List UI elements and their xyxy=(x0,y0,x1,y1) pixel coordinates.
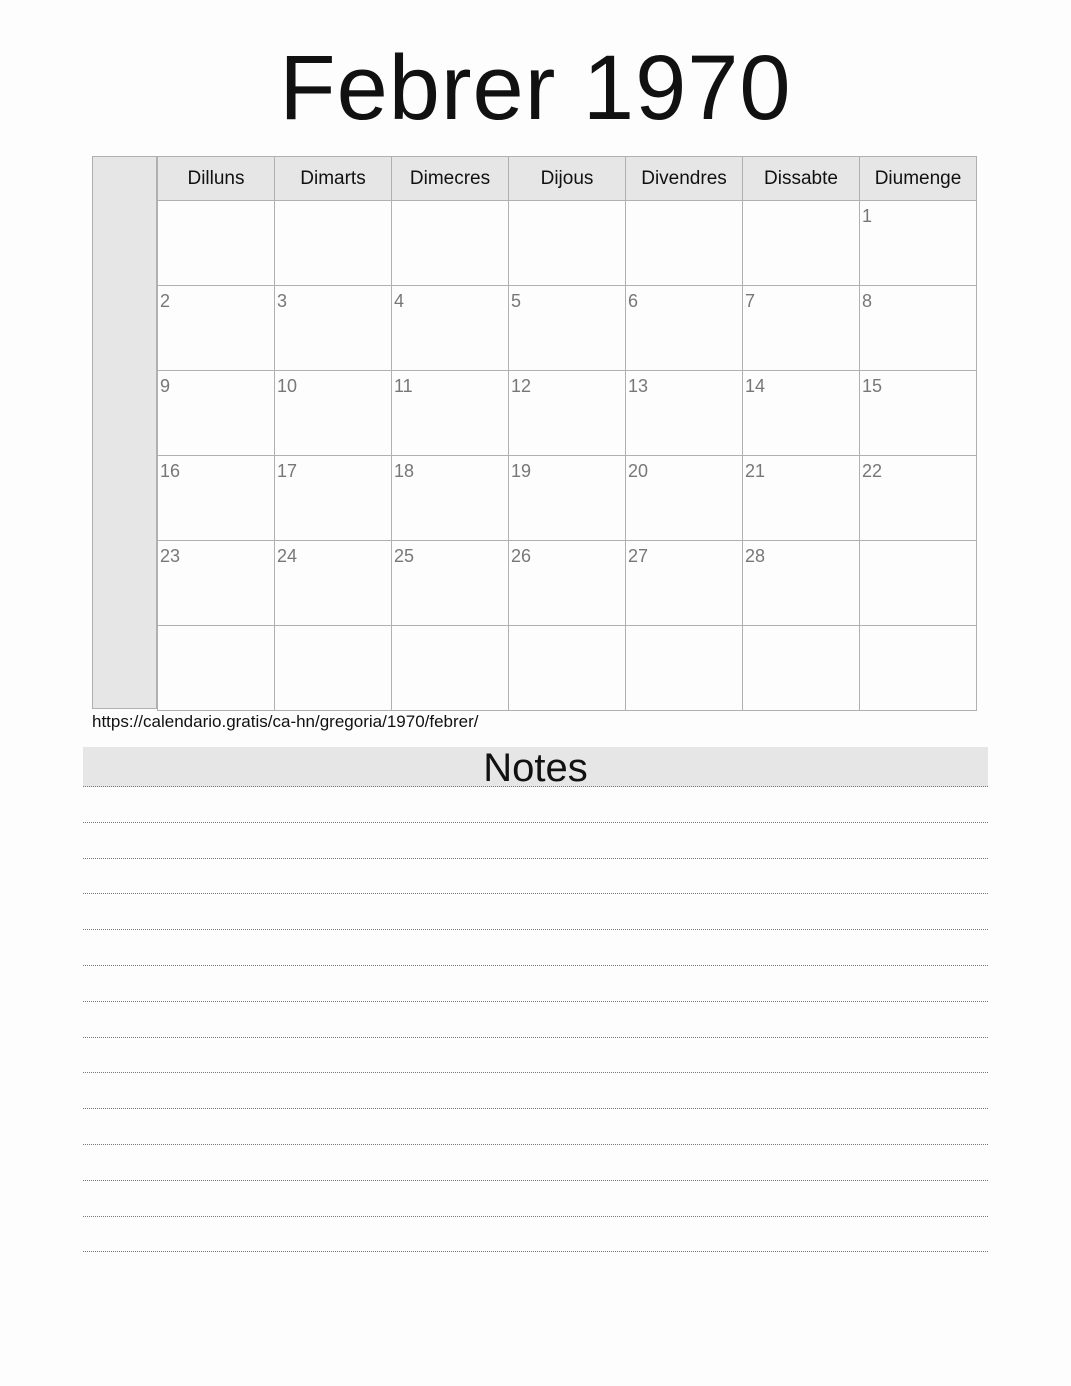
day-number xyxy=(275,201,391,206)
day-number: 25 xyxy=(394,546,415,566)
day-cell xyxy=(275,541,392,626)
day-number xyxy=(509,201,625,206)
week-row xyxy=(158,371,977,456)
day-number: 16 xyxy=(160,461,181,481)
day-cell xyxy=(158,286,275,371)
source-url: https://calendario.gratis/ca-hn/gregoria/1970/febrer/ xyxy=(92,712,479,731)
day-cell xyxy=(275,201,392,286)
day-cell xyxy=(392,201,509,286)
note-line xyxy=(83,1144,988,1145)
week-row xyxy=(158,626,977,711)
calendar-grid xyxy=(157,156,977,711)
day-number: 22 xyxy=(862,461,883,481)
day-number: 6 xyxy=(628,291,639,311)
day-number: 27 xyxy=(628,546,649,566)
note-line xyxy=(83,965,988,966)
day-cell xyxy=(860,626,977,711)
day-number xyxy=(626,201,742,206)
day-number xyxy=(743,626,859,631)
day-cell xyxy=(158,201,275,286)
weekday-header-row xyxy=(158,157,977,201)
note-line xyxy=(83,1072,988,1073)
day-cell xyxy=(743,626,860,711)
week-row xyxy=(158,456,977,541)
note-line xyxy=(83,786,988,787)
day-cell xyxy=(626,626,743,711)
day-cell xyxy=(275,286,392,371)
day-cell xyxy=(392,626,509,711)
week-row xyxy=(158,286,977,371)
day-number: 2 xyxy=(160,291,171,311)
day-number: 28 xyxy=(745,546,766,566)
week-number-column xyxy=(92,156,157,709)
day-number xyxy=(509,626,625,631)
note-line xyxy=(83,1001,988,1002)
day-number xyxy=(392,626,508,631)
day-cell xyxy=(626,456,743,541)
day-number xyxy=(860,541,976,546)
page-title: Febrer 1970 xyxy=(279,37,792,139)
day-cell xyxy=(860,541,977,626)
day-number: 5 xyxy=(511,291,522,311)
day-cell xyxy=(743,201,860,286)
weekday-header: Dimarts xyxy=(275,157,392,201)
day-number xyxy=(392,201,508,206)
day-number: 26 xyxy=(511,546,532,566)
day-cell xyxy=(509,541,626,626)
day-number: 10 xyxy=(277,376,298,396)
day-number: 4 xyxy=(394,291,405,311)
note-line xyxy=(83,1180,988,1181)
day-number: 7 xyxy=(745,291,756,311)
day-cell xyxy=(158,541,275,626)
day-cell xyxy=(860,456,977,541)
weekday-header: Dissabte xyxy=(743,157,860,201)
day-cell xyxy=(275,456,392,541)
weekday-header: Dimecres xyxy=(392,157,509,201)
day-cell xyxy=(743,286,860,371)
day-number: 21 xyxy=(745,461,766,481)
day-number xyxy=(158,201,274,206)
day-cell xyxy=(743,371,860,456)
day-number xyxy=(626,626,742,631)
note-line xyxy=(83,1251,988,1252)
day-number: 11 xyxy=(394,376,413,396)
day-cell xyxy=(509,626,626,711)
note-line xyxy=(83,858,988,859)
day-cell xyxy=(509,286,626,371)
day-number: 1 xyxy=(862,206,873,226)
day-number xyxy=(158,626,274,631)
note-line xyxy=(83,822,988,823)
day-cell xyxy=(158,626,275,711)
day-number: 12 xyxy=(511,376,532,396)
note-line xyxy=(83,893,988,894)
day-cell xyxy=(275,371,392,456)
weekday-header: Diumenge xyxy=(860,157,977,201)
day-number: 18 xyxy=(394,461,415,481)
day-cell xyxy=(626,286,743,371)
day-cell xyxy=(743,456,860,541)
day-cell xyxy=(275,626,392,711)
day-number: 9 xyxy=(160,376,171,396)
day-cell xyxy=(860,201,977,286)
day-number xyxy=(743,201,859,206)
day-number: 13 xyxy=(628,376,649,396)
day-cell xyxy=(392,286,509,371)
notes-heading: Notes xyxy=(83,747,988,787)
day-number: 17 xyxy=(277,461,298,481)
week-row xyxy=(158,541,977,626)
day-number: 15 xyxy=(862,376,883,396)
day-cell xyxy=(626,371,743,456)
day-cell xyxy=(509,201,626,286)
day-number: 23 xyxy=(160,546,181,566)
day-cell xyxy=(743,541,860,626)
day-cell xyxy=(860,286,977,371)
day-number: 14 xyxy=(745,376,766,396)
day-cell xyxy=(626,541,743,626)
day-cell xyxy=(158,456,275,541)
note-line xyxy=(83,1037,988,1038)
day-cell xyxy=(158,371,275,456)
day-cell xyxy=(509,371,626,456)
day-cell xyxy=(392,371,509,456)
day-number: 19 xyxy=(511,461,532,481)
day-cell xyxy=(626,201,743,286)
note-line xyxy=(83,929,988,930)
day-cell xyxy=(392,456,509,541)
day-number xyxy=(860,626,976,631)
note-line xyxy=(83,1216,988,1217)
day-cell xyxy=(392,541,509,626)
note-line xyxy=(83,1108,988,1109)
day-cell xyxy=(509,456,626,541)
day-number: 24 xyxy=(277,546,298,566)
day-number: 20 xyxy=(628,461,649,481)
day-number xyxy=(275,626,391,631)
week-row xyxy=(158,201,977,286)
day-number: 8 xyxy=(862,291,873,311)
day-cell xyxy=(860,371,977,456)
weekday-header: Dijous xyxy=(509,157,626,201)
day-number: 3 xyxy=(277,291,288,311)
weekday-header: Dilluns xyxy=(158,157,275,201)
weekday-header: Divendres xyxy=(626,157,743,201)
